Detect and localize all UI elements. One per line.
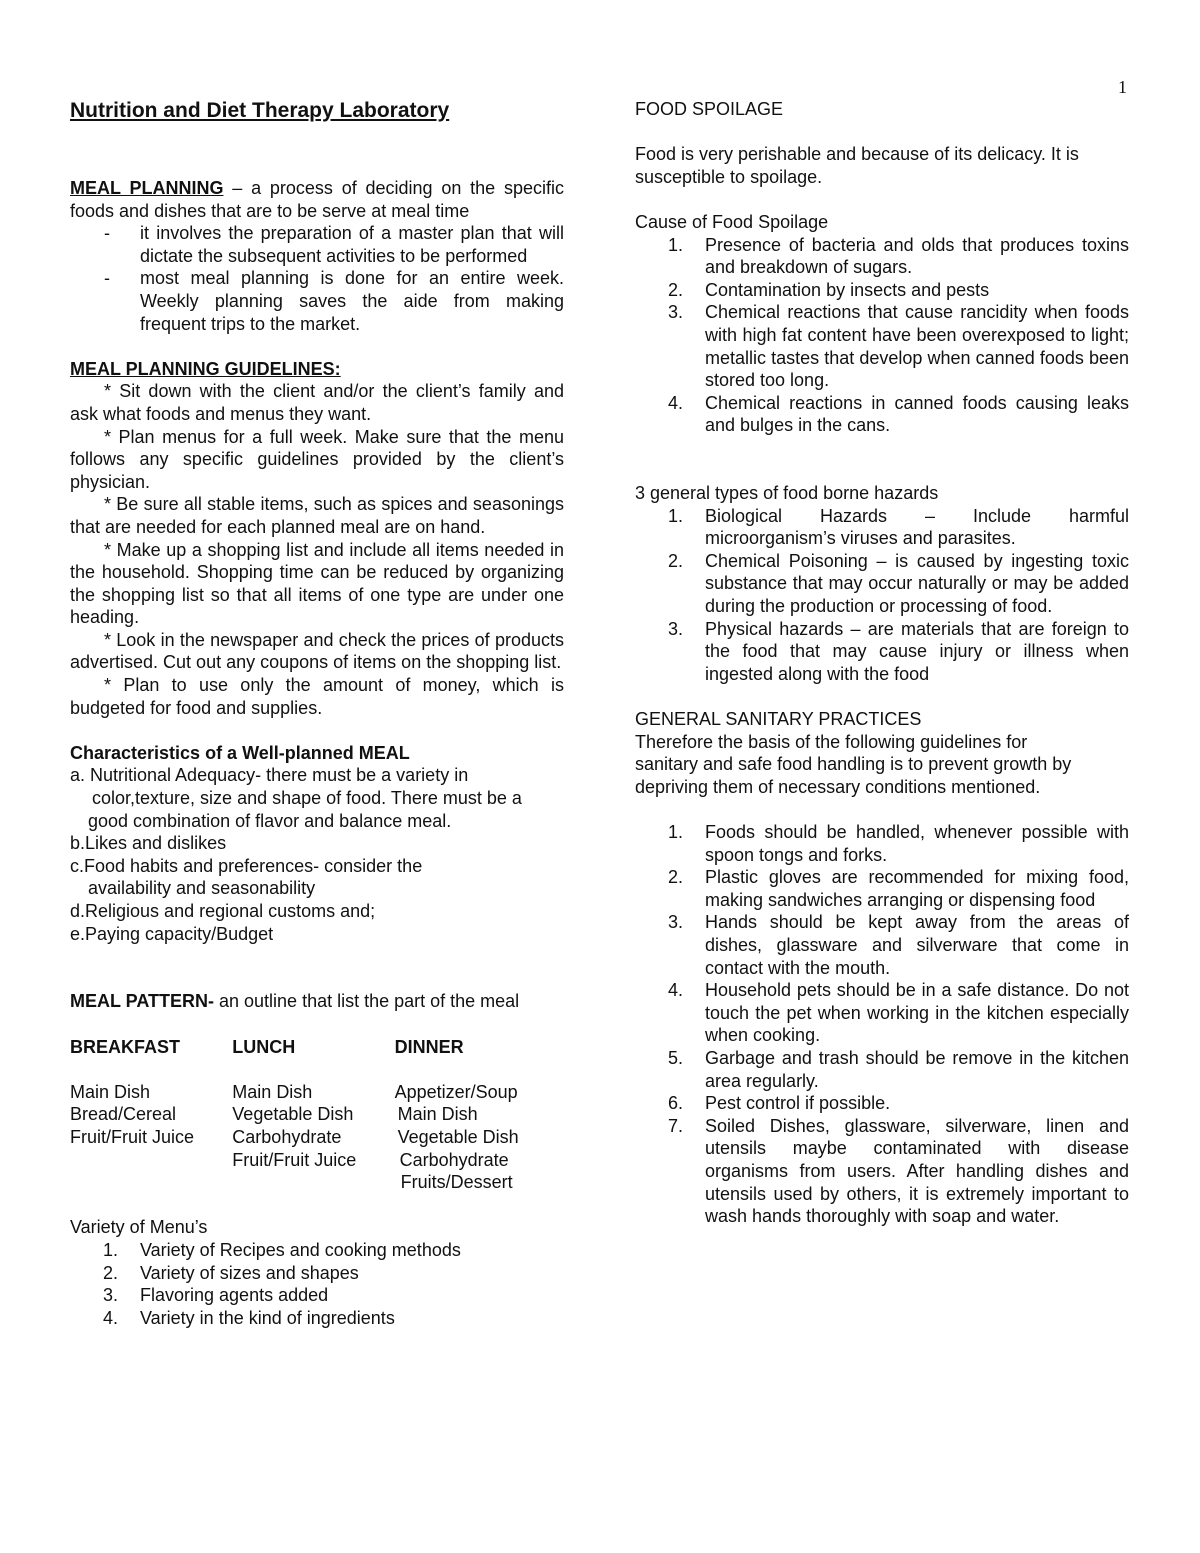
causes-list bbox=[635, 234, 1129, 437]
list-item: - it involves the preparation of a master plan that will dictate the subsequent activities to be performed bbox=[70, 222, 564, 267]
document-title: Nutrition and Diet Therapy Laboratory bbox=[70, 99, 450, 122]
table-header: LUNCH bbox=[232, 1036, 296, 1057]
sanitary-intro-line: depriving them of necessary conditions mentioned. bbox=[635, 776, 1041, 797]
list-item: a. Nutritional Adequacy- there must be a variety in bbox=[70, 765, 469, 786]
meal-planning-points bbox=[70, 222, 564, 335]
causes-heading: Cause of Food Spoilage bbox=[635, 211, 829, 232]
characteristics-heading: Characteristics of a Well-planned MEAL bbox=[70, 742, 410, 763]
variety-list bbox=[70, 1239, 564, 1329]
list-item: 2. Contamination by insects and pests bbox=[668, 279, 990, 300]
table-header: BREAKFAST bbox=[70, 1036, 181, 1057]
characteristics-section bbox=[70, 742, 564, 945]
right-column bbox=[635, 98, 1129, 1228]
list-item: 1. Variety of Recipes and cooking methods bbox=[103, 1239, 461, 1260]
table-row: Fruit/Fruit Juice Carbohydrate Vegetable Dish bbox=[70, 1126, 519, 1147]
list-item: 6. Pest control if possible. bbox=[668, 1093, 891, 1114]
hazards-list bbox=[635, 505, 1129, 686]
list-item: 1. Presence of bacteria and olds that produces toxins and breakdown of sugars. bbox=[668, 234, 1129, 278]
meal-pattern-definition: MEAL PATTERN- an outline that list the part of the meal bbox=[70, 991, 520, 1012]
list-item: c.Food habits and preferences- consider the bbox=[70, 855, 423, 876]
list-item: 1. Foods should be handled, whenever possible with spoon tongs and forks. bbox=[668, 822, 1129, 865]
list-item: 7. Soiled Dishes, glassware, silverware, linen and utensils maybe contaminated with disease organisms from users. After handling dishes and utensils used by others, it is extremely important to wash hands thoroughly with soap and water. bbox=[668, 1115, 1129, 1227]
meal-planning-definition: MEAL PLANNING – a process of deciding on the specific foods and dishes that are to be serve at meal time bbox=[70, 178, 564, 221]
food-spoilage-heading: FOOD SPOILAGE bbox=[635, 99, 784, 119]
list-item: * Plan to use only the amount of money, which is budgeted for food and supplies. bbox=[70, 675, 564, 718]
list-item: - most meal planning is done for an entire week. Weekly planning saves the aide from making frequent trips to the market. bbox=[70, 267, 564, 335]
sanitary-heading: GENERAL SANITARY PRACTICES bbox=[635, 709, 922, 730]
list-item: 5. Garbage and trash should be remove in the kitchen area regularly. bbox=[668, 1047, 1129, 1091]
table-row: Fruits/Dessert bbox=[400, 1172, 513, 1193]
list-item: 2. Variety of sizes and shapes bbox=[103, 1262, 359, 1283]
table-row: Fruit/Fruit Juice Carbohydrate bbox=[232, 1149, 509, 1170]
list-item-continuation: availability and seasonability bbox=[88, 878, 316, 899]
list-item: * Plan menus for a full week. Make sure that the menu follows any specific guidelines provided by the client’s physician. bbox=[70, 426, 564, 492]
table-row: Main Dish Main Dish Appetizer/Soup bbox=[70, 1081, 518, 1102]
list-item: 2. Plastic gloves are recommended for mixing food, making sandwiches arranging or dispensing food bbox=[668, 867, 1129, 910]
list-item: 4. Chemical reactions in canned foods causing leaks and bulges in the cans. bbox=[668, 392, 1129, 436]
table-header: DINNER bbox=[394, 1036, 464, 1057]
list-item-continuation: color,texture, size and shape of food. There must be a bbox=[92, 788, 522, 809]
variety-heading: Variety of Menu’s bbox=[70, 1217, 208, 1238]
food-spoilage-intro: Food is very perishable and because of its delicacy. It is susceptible to spoilage. bbox=[635, 144, 1079, 187]
list-item: 4. Variety in the kind of ingredients bbox=[103, 1307, 395, 1328]
meal-pattern-term: MEAL PATTERN- bbox=[70, 991, 214, 1012]
list-item: 2. Chemical Poisoning – is caused by ingesting toxic substance that may occur naturally or may be added during the production or processing of food. bbox=[668, 550, 1129, 617]
meal-pattern-table bbox=[70, 1036, 564, 1194]
list-item: * Look in the newspaper and check the prices of products advertised. Cut out any coupons of items on the shopping list. bbox=[70, 629, 564, 673]
left-column bbox=[70, 98, 564, 1329]
list-item-continuation: good combination of flavor and balance meal. bbox=[88, 810, 452, 831]
hazards-heading: 3 general types of food borne hazards bbox=[635, 483, 939, 504]
sanitary-intro-line: sanitary and safe food handling is to prevent growth by bbox=[635, 754, 1072, 775]
sanitary-intro-line: Therefore the basis of the following guidelines for bbox=[635, 731, 1028, 752]
sanitary-list bbox=[635, 821, 1129, 1228]
list-item: 1. Biological Hazards – Include harmful microorganism’s viruses and parasites. bbox=[668, 505, 1129, 549]
guidelines-heading: MEAL PLANNING GUIDELINES: bbox=[70, 358, 341, 379]
page-number: 1 bbox=[1118, 77, 1127, 97]
list-item: * Make up a shopping list and include all items needed in the household. Shopping time can be reduced by organizing the shopping list so that all items of one type are under one heading. bbox=[70, 539, 564, 628]
list-item: 4. Household pets should be in a safe distance. Do not touch the pet when working in the kitchen especially when cooking. bbox=[668, 980, 1129, 1046]
list-item: 3. Physical hazards – are materials that are foreign to the food that may cause injury or illness when ingested along with the food bbox=[668, 618, 1129, 684]
list-item: e.Paying capacity/Budget bbox=[70, 923, 274, 944]
list-item: 3. Hands should be kept away from the areas of dishes, glassware and silverware that come in contact with the mouth. bbox=[668, 912, 1129, 978]
guidelines-list bbox=[70, 380, 564, 719]
list-item: d.Religious and regional customs and; bbox=[70, 901, 376, 921]
list-item: b.Likes and dislikes bbox=[70, 833, 227, 854]
table-row: Bread/Cereal Vegetable Dish Main Dish bbox=[70, 1104, 478, 1125]
list-item: 3. Chemical reactions that cause rancidity when foods with high fat content have been overexposed to light; metallic tastes that develop when canned foods been stored too long. bbox=[668, 302, 1129, 391]
list-item: * Be sure all stable items, such as spices and seasonings that are needed for each planned meal are on hand. bbox=[70, 494, 564, 537]
list-item: 3. Flavoring agents added bbox=[103, 1285, 329, 1306]
list-item: * Sit down with the client and/or the client’s family and ask what foods and menus they want. bbox=[70, 381, 564, 424]
meal-planning-term: MEAL PLANNING bbox=[70, 178, 224, 198]
